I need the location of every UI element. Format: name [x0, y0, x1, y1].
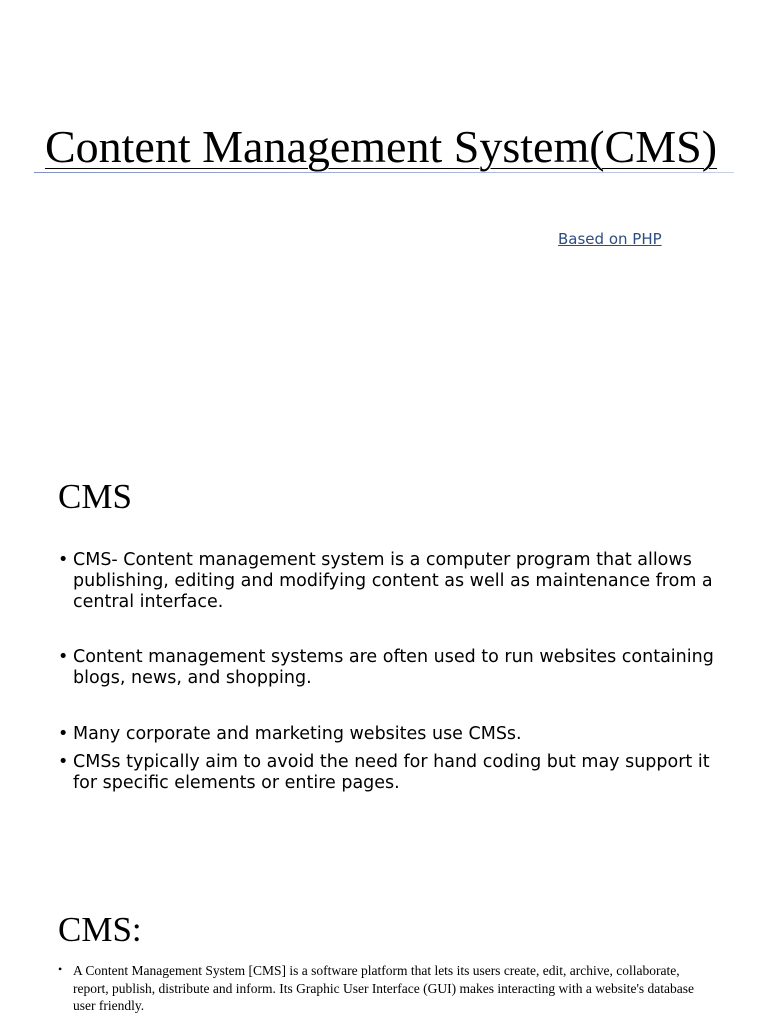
bullet-marker: •	[58, 724, 69, 744]
bullet-marker: •	[58, 550, 69, 570]
bullet-list	[58, 962, 708, 1015]
bullet-text: Many corporate and marketing websites use CMSs.	[73, 724, 522, 744]
bullet-text: CMS- Content management system is a computer program that allows publishing, editing and modifying content as well as maintenance from a central interface.	[73, 550, 713, 612]
list-item	[58, 962, 708, 1015]
list-item	[58, 724, 718, 745]
list-item	[58, 647, 718, 689]
presentation-title: Content Management System(CMS)	[44, 121, 718, 172]
bullet-marker: •	[58, 962, 63, 976]
title-slide	[0, 0, 768, 440]
slide-heading: CMS	[58, 477, 132, 516]
bullet-text: CMSs typically aim to avoid the need for hand coding but may support it for specific elements or entire pages.	[73, 752, 710, 793]
title-underline-rule	[34, 172, 734, 173]
slide-heading: CMS:	[58, 910, 142, 949]
subtitle-link[interactable]: Based on PHP	[558, 230, 662, 248]
list-item	[58, 550, 718, 613]
bullet-text: Content management systems are often used to run websites containing blogs, news, and shopping.	[73, 647, 714, 688]
bullet-marker: •	[58, 647, 69, 667]
bullet-text: A Content Management System [CMS] is a software platform that lets its users create, edit, archive, collaborate, report, publish, distribute and inform. Its Graphic User Interface (GUI) makes interacting with a website's database user friendly.	[73, 963, 694, 1013]
cms-overview-slide	[0, 440, 768, 880]
list-item	[58, 752, 718, 794]
bullet-list	[58, 550, 718, 794]
cms-definition-slide	[0, 880, 768, 1024]
bullet-marker: •	[58, 752, 69, 772]
